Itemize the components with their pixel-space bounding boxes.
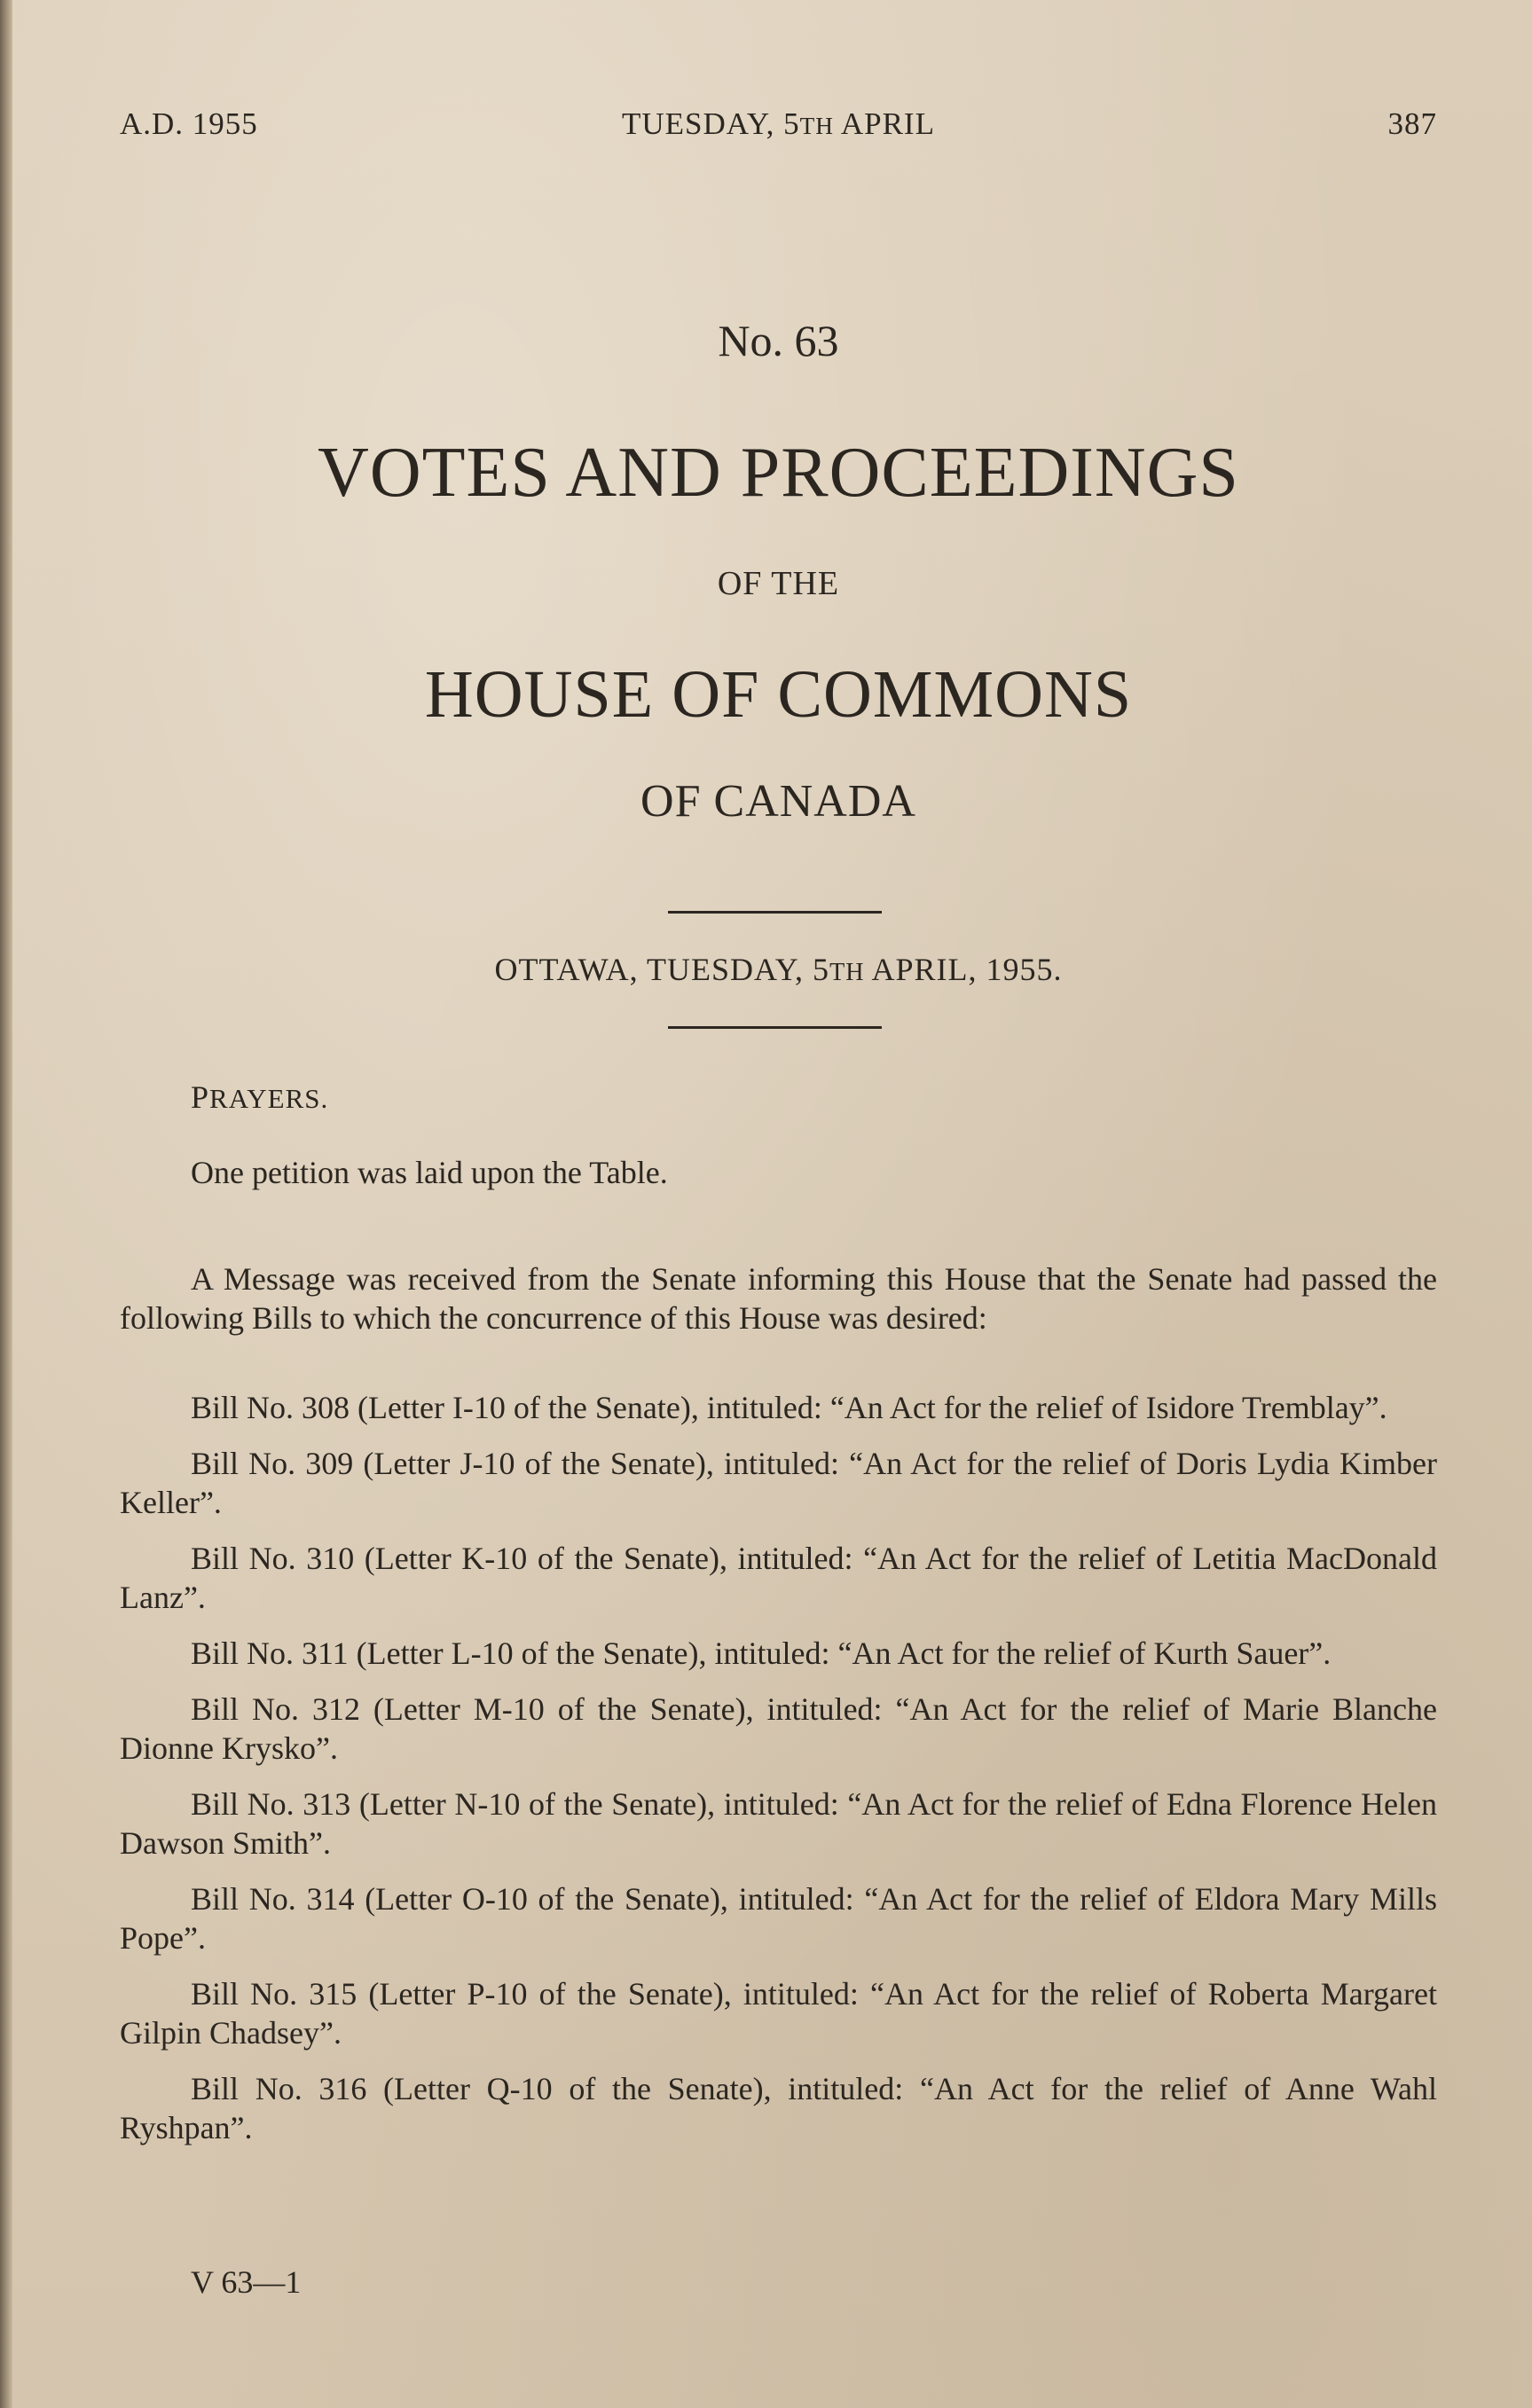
bill-item: Bill No. 309 (Letter J-10 of the Senate), intituled: “An Act for the relief of Doris Lydia Kimber Keller”. <box>120 1446 1437 1520</box>
header-year: A.D. 1955 <box>120 106 258 141</box>
subtitle-of-canada: OF CANADA <box>640 776 916 827</box>
bill-item: Bill No. 313 (Letter N-10 of the Senate), intituled: “An Act for the relief of Edna Florence Helen Dawson Smith”. <box>120 1786 1437 1861</box>
page-number: 387 <box>1387 106 1437 141</box>
running-header <box>120 106 1437 145</box>
dateline-prefix: OTTAWA, TUESDAY, 5 <box>494 952 830 987</box>
divider-top <box>668 911 882 914</box>
bill-item: Bill No. 314 (Letter O-10 of the Senate), intituled: “An Act for the relief of Eldora Mary Mills Pope”. <box>120 1881 1437 1956</box>
bill-item: Bill No. 316 (Letter Q-10 of the Senate), intituled: “An Act for the relief of Anne Wahl Ryshpan”. <box>120 2071 1437 2145</box>
issue-number: No. 63 <box>718 316 839 365</box>
header-date-suffix: TH <box>799 113 835 139</box>
senate-message-paragraph: A Message was received from the Senate informing this House that the Senate had passed the following Bills to which the concurrence of this House was desired: <box>120 1261 1437 1336</box>
divider-bottom <box>668 1026 882 1029</box>
dateline <box>120 951 1437 988</box>
subtitle-of-the: OF THE <box>717 565 840 602</box>
petition-paragraph: One petition was laid upon the Table. <box>191 1155 668 1190</box>
header-date-end: APRIL <box>834 106 935 141</box>
signature-mark: V 63—1 <box>191 2264 302 2300</box>
bill-item: Bill No. 308 (Letter I-10 of the Senate), intituled: “An Act for the relief of Isidore Tremblay”. <box>191 1390 1387 1425</box>
bill-item: Bill No. 310 (Letter K-10 of the Senate), intituled: “An Act for the relief of Letitia MacDonald Lanz”. <box>120 1541 1437 1615</box>
bills-list <box>120 1388 1437 2164</box>
bill-item: Bill No. 312 (Letter M-10 of the Senate), intituled: “An Act for the relief of Marie Blanche Dionne Krysko”. <box>120 1691 1437 1766</box>
prayers-initial: P <box>191 1079 210 1115</box>
prayers-rest: RAYERS. <box>209 1083 329 1114</box>
dateline-suffix: TH <box>829 959 865 986</box>
binding-spine <box>0 0 12 2408</box>
house-title: HOUSE OF COMMONS <box>424 657 1133 732</box>
prayers-heading <box>191 1078 1508 1118</box>
bill-item: Bill No. 315 (Letter P-10 of the Senate), intituled: “An Act for the relief of Roberta Margaret Gilpin Chadsey”. <box>120 1976 1437 2051</box>
dateline-end: APRIL, 1955. <box>864 952 1063 987</box>
bill-item: Bill No. 311 (Letter L-10 of the Senate), intituled: “An Act for the relief of Kurth Sauer”. <box>191 1635 1332 1671</box>
header-date-prefix: TUESDAY, 5 <box>622 106 800 141</box>
header-date <box>120 106 1437 142</box>
document-title: VOTES AND PROCEEDINGS <box>318 434 1239 512</box>
